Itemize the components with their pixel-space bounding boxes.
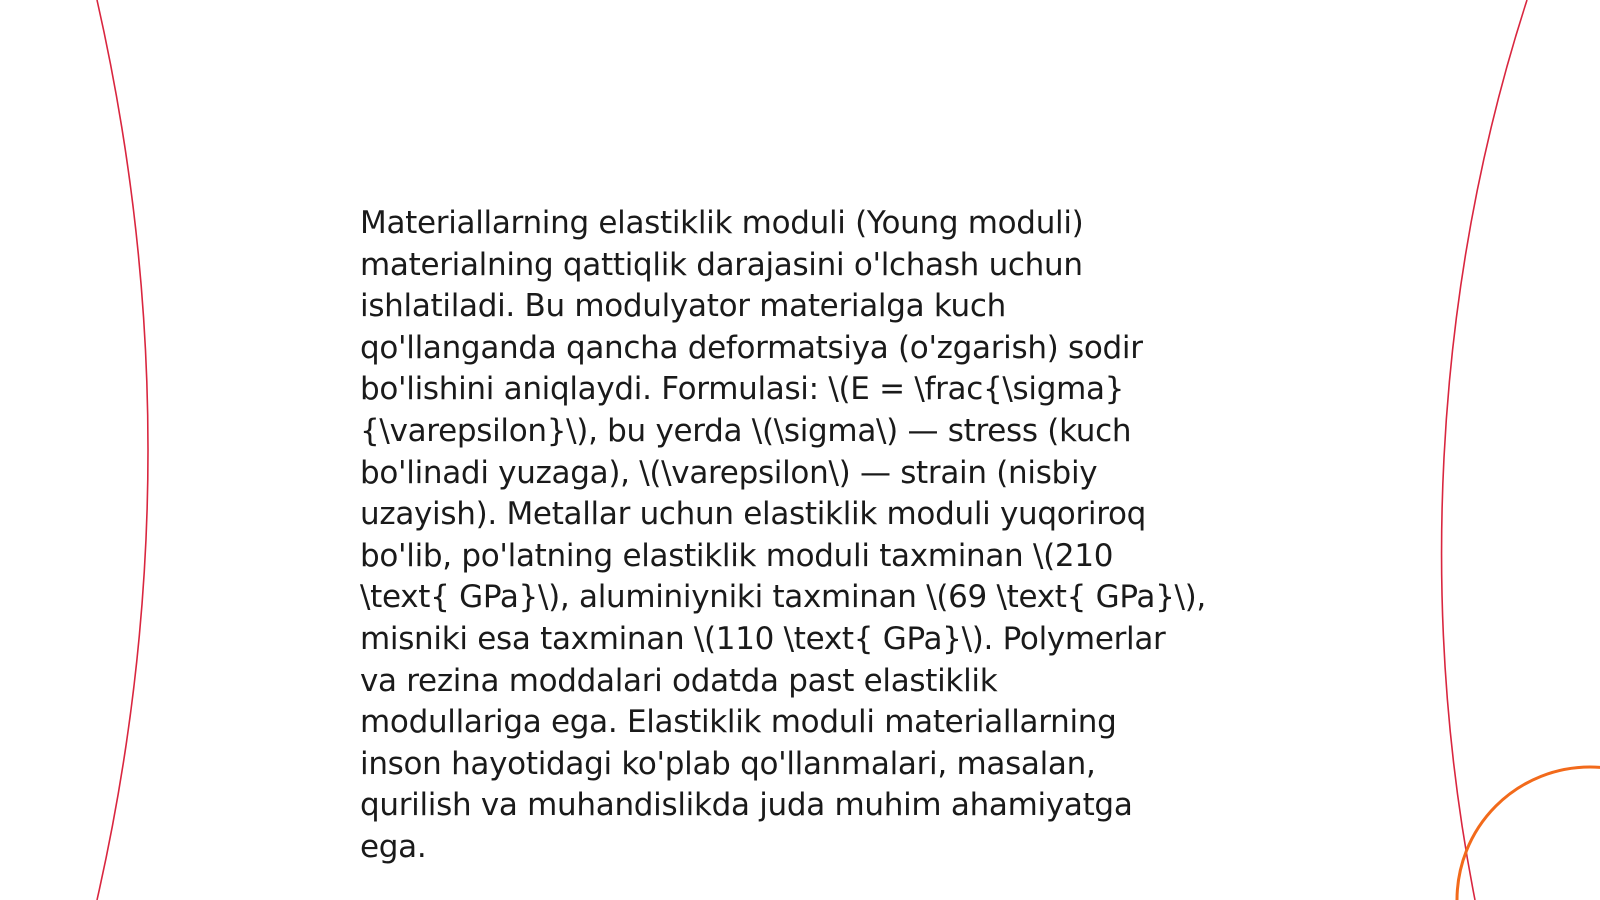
accent-circle xyxy=(1457,767,1600,900)
right-curve-line xyxy=(1442,0,1527,900)
left-curve-line xyxy=(97,0,148,900)
slide-body-text: Materiallarning elastiklik moduli (Young moduli) materialning qattiqlik darajasini o'lchash uchun ishlatiladi. Bu modulyator materialga kuch qo'llanganda qancha deformatsiya (o'zgarish) sodir bo'lishini aniqlaydi. Formulasi: \(E = \frac{\sigma} {\varepsilon}\), bu yerda \(\sigma\) — stress (kuch bo'linadi yuzaga), \(\varepsilon\) — strain (nisbiy uzayish). Metallar uchun elastiklik moduli yuqoriroq bo'lib, po'latning elastiklik moduli taxminan \(210 \text{ GPa}\), aluminiyniki taxminan \(69 \text{ GPa}\), misniki esa taxminan \(110 \text{ GPa}\). Polymerlar va rezina moddalari odatda past elastiklik modullariga ega. Elastiklik moduli materiallarning inson hayotidagi ko'plab qo'llanmalari, masalan, qurilish va muhandislikda juda muhim ahamiyatga ega. xyxy=(360,205,1206,865)
